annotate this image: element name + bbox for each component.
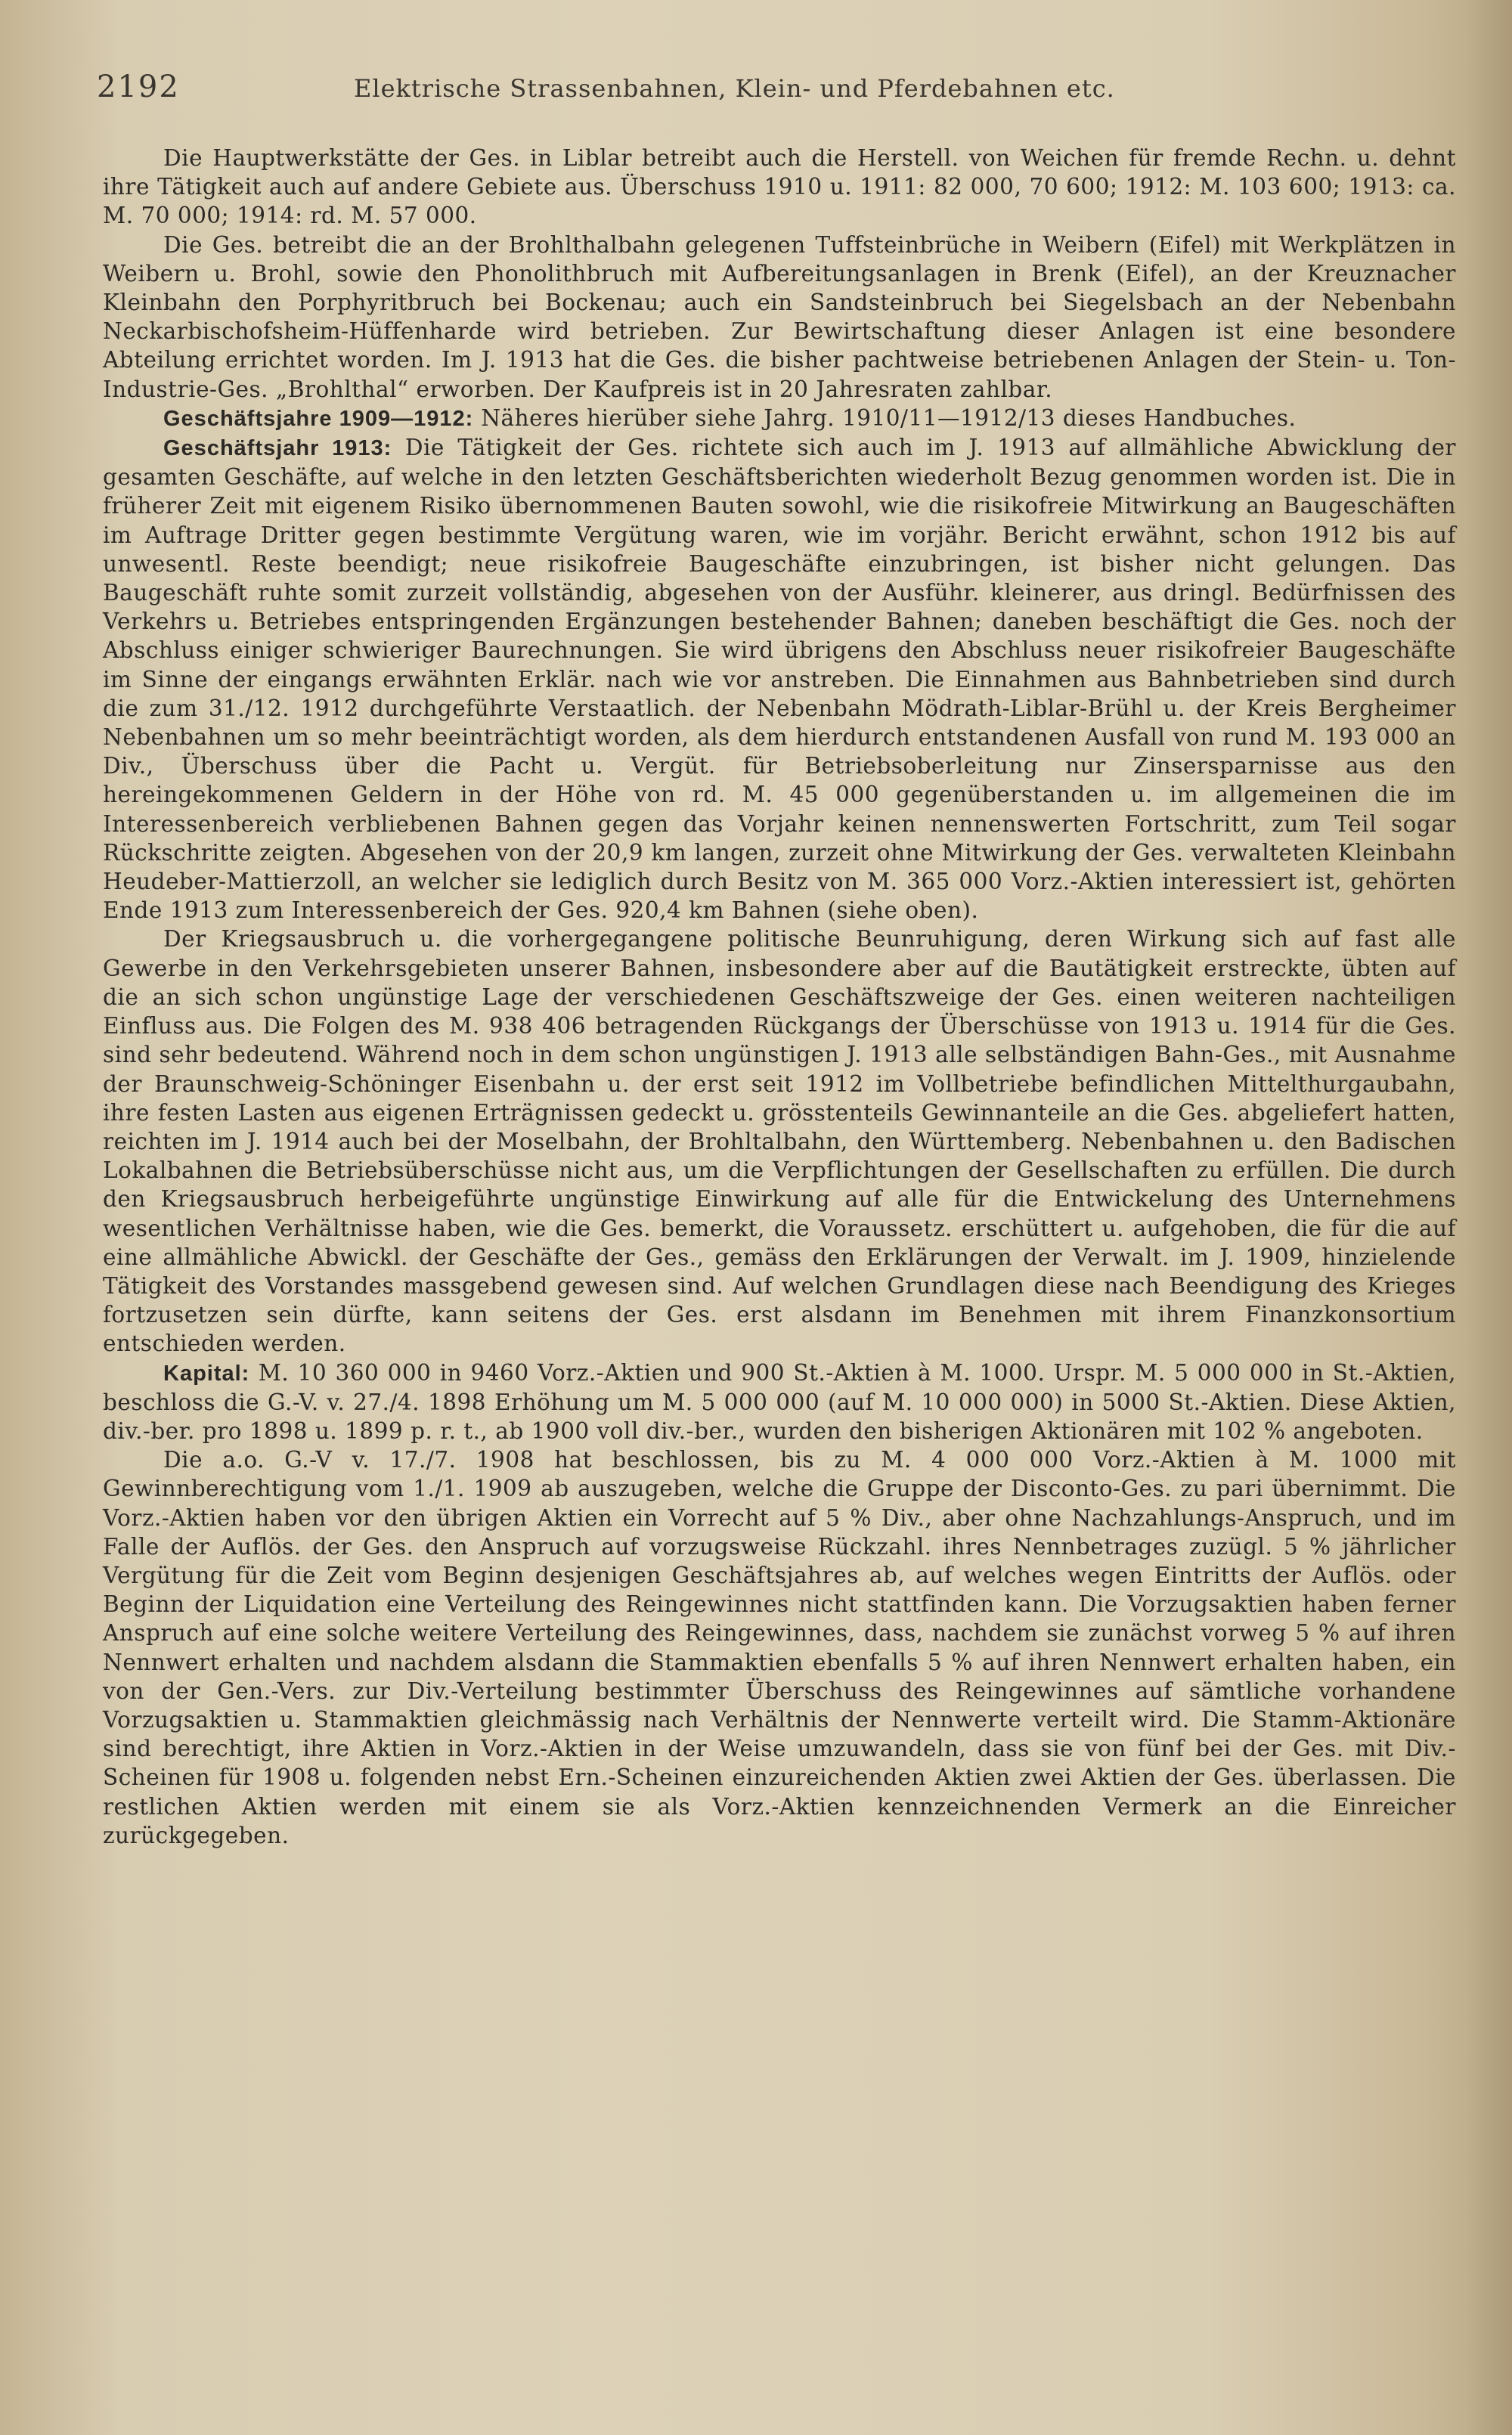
paragraph-text: Die Tätigkeit der Ges. richtete sich auch im J. 1913 auf allmähliche Abwicklung der gesamten Geschäfte, auf welche in den letzten Geschäftsberichten wiederholt Bezug genommen worden ist. Die in früherer Zeit mit eigenem Risiko übernommenen Bauten sowohl, wie die risikofreie Mitwirkung an Baugeschäften im Auftrage Dritter gegen bestimmte Vergütung waren, wie im vorjähr. Bericht erwähnt, schon 1912 bis auf unwesentl. Reste beendigt; neue risikofreie Baugeschäfte einzubringen, ist bisher nicht gelungen. Das Baugeschäft ruhte somit zurzeit vollständig, abgesehen von der Ausführ. kleinerer, aus dringl. Bedürfnissen des Verkehrs u. Betriebes entspringenden Ergänzungen bestehender Bahnen; daneben beschäftigt die Ges. noch der Abschluss einiger schwieriger Baurechnungen. Sie wird übrigens den Abschluss neuer risikofreier Baugeschäfte im Sinne der eingangs erwähnten Erklär. nach wie vor anstreben. Die Einnahmen aus Bahnbetrieben sind durch die zum 31./12. 1912 durchgeführte Verstaatlich. der Nebenbahn Mödrath-Liblar-Brühl u. der Kreis Bergheimer Nebenbahnen um so mehr beeinträchtigt worden, als dem hierdurch entstandenen Ausfall von rund M. 193 000 an Div., Überschuss über die Pacht u. Vergüt. für Betriebsoberleitung nur Zinsersparnisse aus den hereingekommenen Geldern in der Höhe von rd. M. 45 000 gegenüberstanden u. im allgemeinen die im Interessenbereich verbliebenen Bahnen gegen das Vorjahr keinen nennenswerten Fortschritt, zum Teil sogar Rückschritte zeigten. Abgesehen von der 20,9 km langen, zurzeit ohne Mitwirkung der Ges. verwalteten Kleinbahn Heudeber-Mattierzoll, an welcher sie lediglich durch Besitz von M. 365 000 Vorz.-Aktien interessiert ist, gehörten Ende 1913 zum Interessenbereich der Ges. 920,4 km Bahnen (siehe oben). — [103, 435, 1456, 924]
paragraph — [103, 404, 1456, 433]
paragraph — [103, 1358, 1456, 1446]
paragraph — [103, 1445, 1456, 1850]
section-label: Geschäftsjahr 1913: — [163, 436, 392, 461]
paragraph — [103, 231, 1456, 404]
page-edge-shadow — [1467, 0, 1512, 2435]
paragraph — [103, 433, 1456, 925]
paragraph-text: Der Kriegsausbruch u. die vorhergegangene politische Beunruhigung, deren Wirkung sich auf fast alle Gewerbe in den Verkehrsgebieten unserer Bahnen, insbesondere aber auf die Bautätigkeit erstreckte, übten auf die an sich schon ungünstige Lage der verschiedenen Geschäftszweige der Ges. einen weiteren nachteiligen Einfluss aus. Die Folgen des M. 938 406 betragenden Rückgangs der Überschüsse von 1913 u. 1914 für die Ges. sind sehr bedeutend. Während noch in dem schon ungünstigen J. 1913 alle selbständigen Bahn-Ges., mit Ausnahme der Braunschweig-Schöninger Eisenbahn u. der erst seit 1912 im Vollbetriebe befindlichen Mittelthurgaubahn, ihre festen Lasten aus eigenen Erträgnissen gedeckt u. grösstenteils Gewinnanteile an die Ges. abgeliefert hatten, reichten im J. 1914 auch bei der Moselbahn, der Brohltalbahn, den Württemberg. Nebenbahnen u. den Badischen Lokalbahnen die Betriebsüberschüsse nicht aus, um die Verpflichtungen der Gesellschaften zu erfüllen. Die durch den Kriegsausbruch herbeigeführte ungünstige Einwirkung auf alle für die Entwickelung des Unternehmens wesentlichen Verhältnisse haben, wie die Ges. bemerkt, die Voraussetz. erschüttert u. aufgehoben, die für die auf eine allmähliche Abwickl. der Geschäfte der Ges., gemäss den Erklärungen der Verwalt. im J. 1909, hinzielende Tätigkeit des Vorstandes massgebend gewesen sind. Auf welchen Grundlagen diese nach Beendigung des Krieges fortzusetzen sein dürfte, kann seitens der Ges. erst alsdann im Benehmen mit ihrem Finanzkonsortium entschieden werden. — [103, 926, 1456, 1357]
paragraph-text: Die Ges. betreibt die an der Brohlthalbahn gelegenen Tuffsteinbrüche in Weibern (Eifel) mit Werkplätzen in Weibern u. Brohl, sowie den Phonolithbruch mit Aufbereitungsanlagen in Brenk (Eifel), an der Kreuznacher Kleinbahn den Porphyritbruch bei Bockenau; auch ein Sandsteinbruch bei Siegelsbach an der Nebenbahn Neckarbischofsheim-Hüffenharde wird betrieben. Zur Bewirtschaftung dieser Anlagen ist eine besondere Abteilung errichtet worden. Im J. 1913 hat die Ges. die bisher pachtweise betriebenen Anlagen der Stein- u. Ton-Industrie-Ges. „Brohlthal“ erworben. Der Kaufpreis ist in 20 Jahresraten zahlbar. — [103, 231, 1456, 402]
page-header — [97, 70, 1458, 107]
paragraph — [103, 925, 1456, 1358]
article-body — [103, 144, 1456, 1850]
section-label: Geschäftsjahre 1909—1912: — [163, 406, 474, 431]
running-title: Elektrische Strassenbahnen, Klein- und Pferdebahnen etc. — [354, 74, 1115, 103]
section-label: Kapital: — [163, 1361, 250, 1386]
page-number: 2192 — [97, 70, 180, 104]
paragraph-text: Die a.o. G.-V v. 17./7. 1908 hat beschlossen, bis zu M. 4 000 000 Vorz.-Aktien à M. 1000 mit Gewinnberechtigung vom 1./1. 1909 ab auszugeben, welche die Gruppe der Disconto-Ges. zu pari übernimmt. Die Vorz.-Aktien haben vor den übrigen Aktien ein Vorrecht auf 5 % Div., aber ohne Nachzahlungs-Anspruch, und im Falle der Auflös. der Ges. den Anspruch auf vorzugsweise Rückzahl. ihres Nennbetrages zuzügl. 5 % jährlicher Vergütung für die Zeit vom Beginn desjenigen Geschäftsjahres ab, auf welches wegen Eintritts der Auflös. oder Beginn der Liquidation eine Verteilung des Reingewinnes nicht stattfinden kann. Die Vorzugsaktien haben ferner Anspruch auf eine solche weitere Verteilung des Reingewinnes, dass, nachdem sie zunächst vorweg 5 % auf ihren Nennwert erhalten und nachdem alsdann die Stammaktien ebenfalls 5 % auf ihren Nennwert erhalten haben, ein von der Gen.-Vers. zur Div.-Verteilung bestimmter Überschuss des Reingewinnes auf sämtliche vorhandene Vorzugsaktien u. Stammaktien gleichmässig nach Verhältnis der Nennwerte verteilt wird. Die Stamm-Aktionäre sind berechtigt, ihre Aktien in Vorz.-Aktien in der Weise umzuwandeln, dass sie von fünf bei der Ges. mit Div.-Scheinen für 1908 u. folgenden nebst Ern.-Scheinen einzureichenden Aktien zwei Aktien der Ges. überlassen. Die restlichen Aktien werden mit einem sie als Vorz.-Aktien kennzeichnenden Vermerk an die Einreicher zurückgegeben. — [103, 1447, 1456, 1848]
paragraph-text: M. 10 360 000 in 9460 Vorz.-Aktien und 900 St.-Aktien à M. 1000. Urspr. M. 5 000 000 in St.-Aktien, beschloss die G.-V. v. 27./4. 1898 Erhöhung um M. 5 000 000 (auf M. 10 000 000) in 5000 St.-Aktien. Diese Aktien, div.-ber. pro 1898 u. 1899 p. r. t., ab 1900 voll div.-ber., wurden den bisherigen Aktionären mit 102 % angeboten. — [103, 1359, 1456, 1444]
paragraph-text: Die Hauptwerkstätte der Ges. in Liblar betreibt auch die Herstell. von Weichen für fremde Rechn. u. dehnt ihre Tätigkeit auch auf andere Gebiete aus. Überschuss 1910 u. 1911: 82 000, 70 600; 1912: M. 103 600; 1913: ca. M. 70 000; 1914: rd. M. 57 000. — [103, 145, 1456, 229]
paragraph — [103, 144, 1456, 231]
paragraph-text: Näheres hierüber siehe Jahrg. 1910/11—1912/13 dieses Handbuches. — [481, 404, 1297, 431]
